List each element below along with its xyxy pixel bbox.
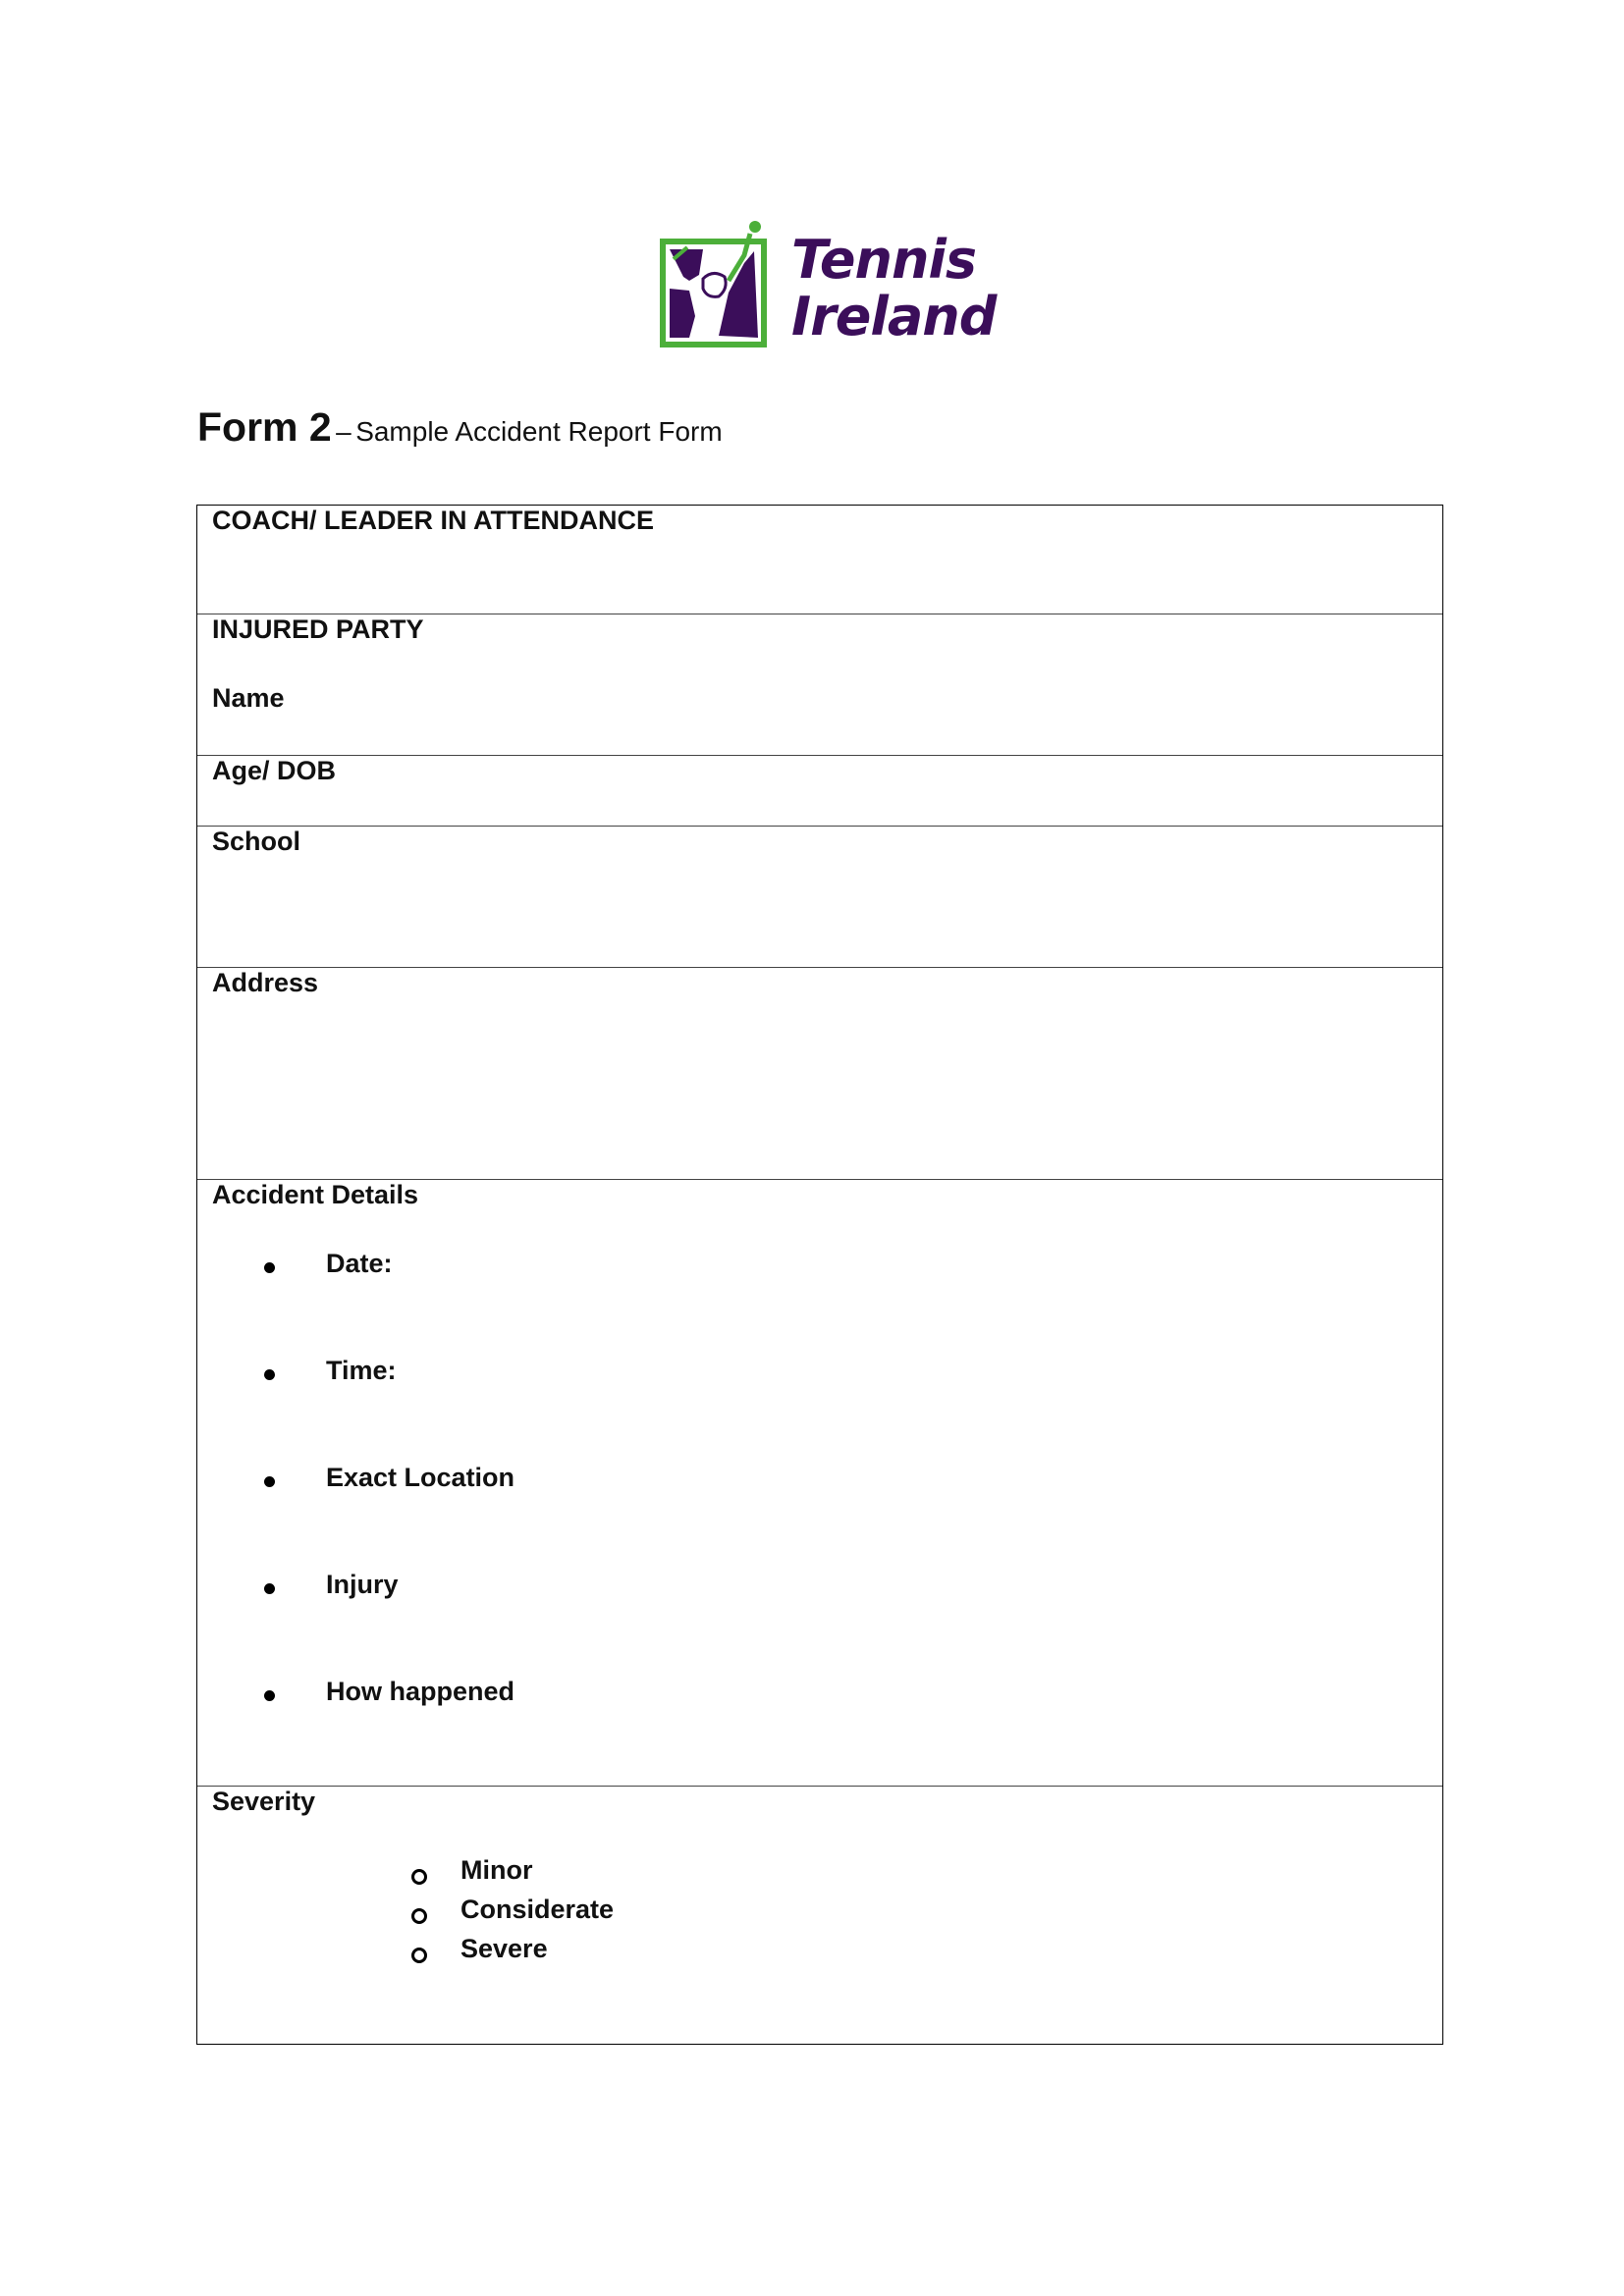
name-label: Name [212,683,285,713]
detail-time-label: Time: [326,1356,397,1385]
bullet-icon [264,1476,275,1487]
injured-party-label: INJURED PARTY [212,614,424,644]
detail-location-label: Exact Location [326,1463,515,1492]
title-separator: – [336,416,352,447]
tennis-player-emblem-icon [660,220,770,347]
row-injured-party[interactable] [197,614,1442,755]
coach-label: COACH/ LEADER IN ATTENDANCE [212,506,654,535]
page-title [197,404,723,451]
severity-minor-radio[interactable] [411,1869,427,1885]
detail-date-label: Date: [326,1249,393,1278]
age-dob-label: Age/ DOB [212,756,337,785]
logo-line-tennis: Tennis [791,229,977,291]
form-number: Form 2 [197,404,332,450]
detail-injury-label: Injury [326,1570,399,1599]
severity-considerate-label: Considerate [460,1895,615,1924]
severity-severe-label: Severe [460,1934,548,1963]
form-subtitle: Sample Accident Report Form [355,416,723,447]
accident-report-table [196,505,1443,2045]
row-accident-details[interactable] [197,1179,1442,1786]
row-address[interactable] [197,967,1442,1179]
logo-wordmark [791,229,997,347]
logo-line-ireland: Ireland [791,286,997,347]
severity-considerate-radio[interactable] [411,1908,427,1924]
severity-severe-radio[interactable] [411,1948,427,1963]
bullet-icon [264,1690,275,1701]
row-age[interactable] [197,755,1442,826]
severity-minor-label: Minor [460,1855,533,1885]
row-coach[interactable] [197,506,1442,614]
detail-how-happened-label: How happened [326,1677,515,1706]
bullet-icon [264,1262,275,1273]
bullet-icon [264,1369,275,1380]
address-label: Address [212,968,319,997]
row-severity [197,1786,1442,2046]
row-school[interactable] [197,826,1442,967]
accident-details-label: Accident Details [212,1180,419,1209]
tennis-ireland-logo [660,214,997,351]
severity-label: Severity [212,1787,316,1816]
school-label: School [212,827,301,856]
bullet-icon [264,1583,275,1594]
